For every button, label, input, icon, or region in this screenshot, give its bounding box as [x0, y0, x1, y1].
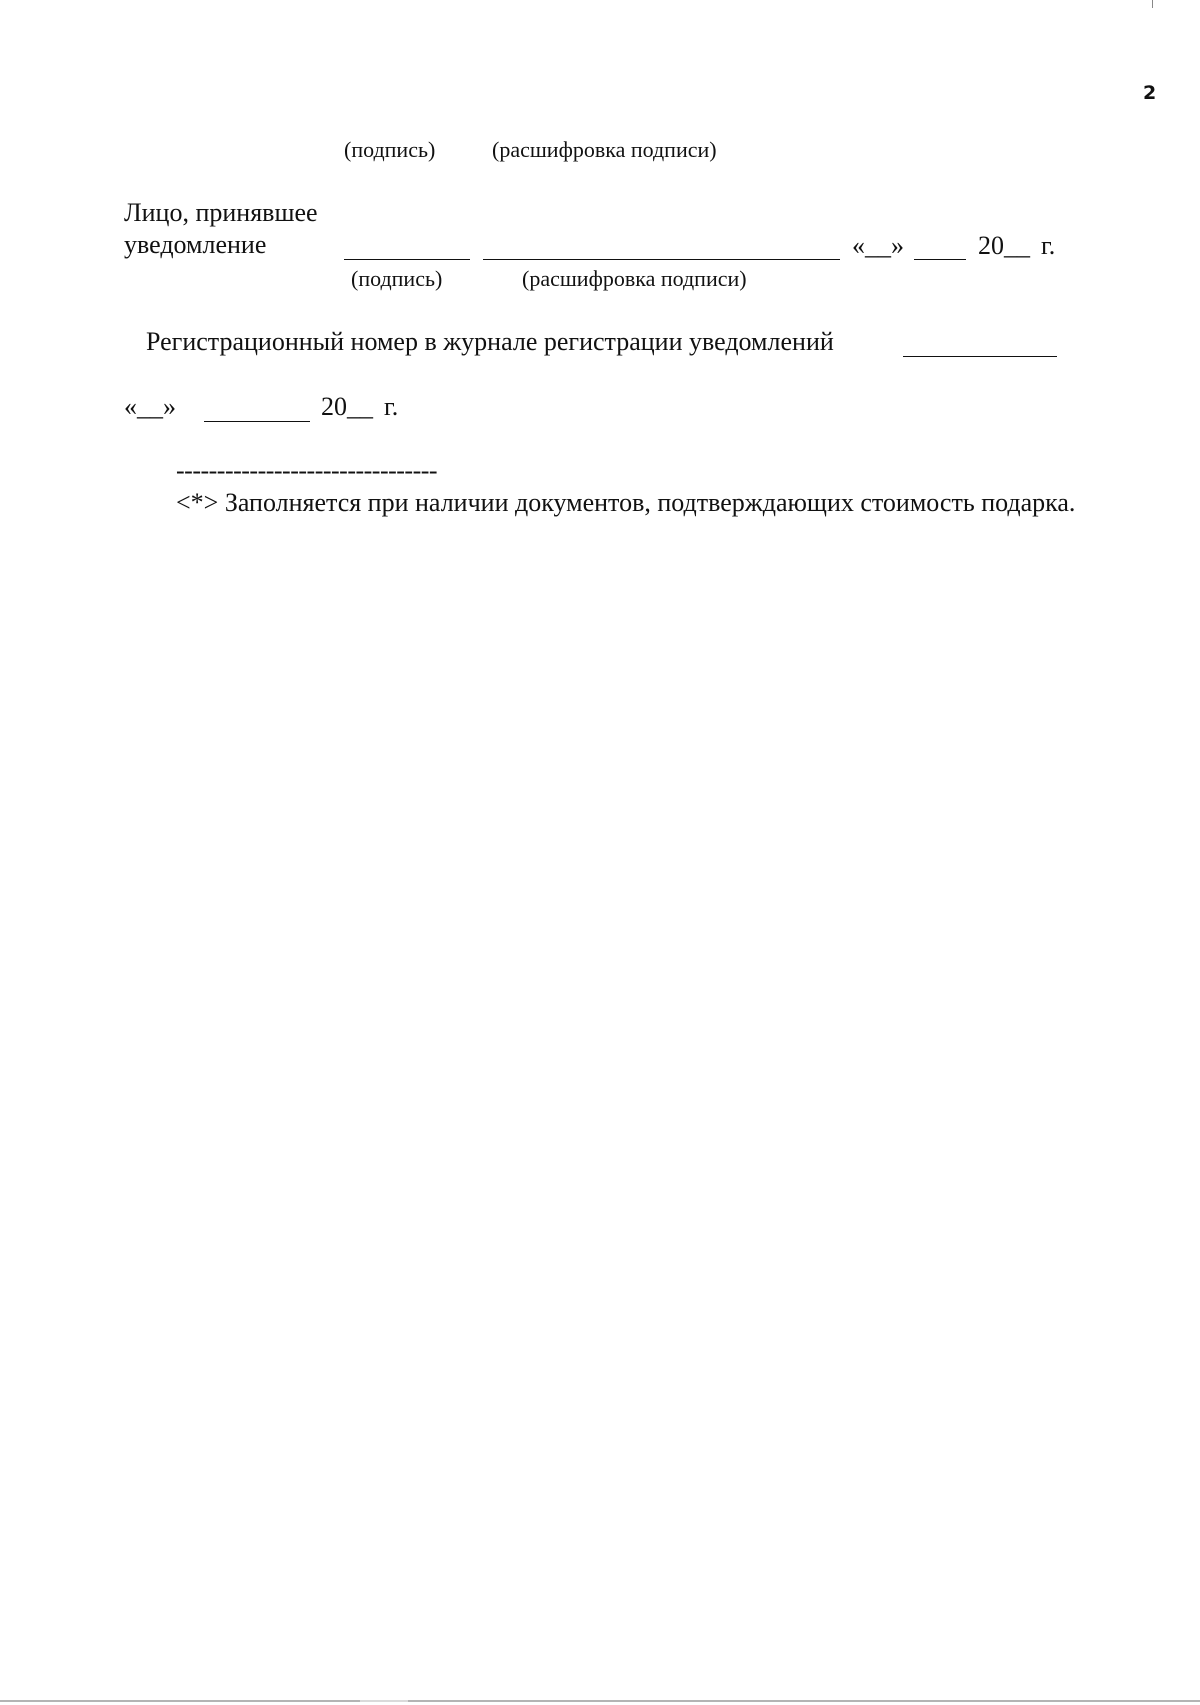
registration-label: Регистрационный номер в журнале регистрации уведомлений: [146, 327, 834, 356]
top-caption-decoding: (расшифровка подписи): [492, 137, 717, 162]
receiver-caption-decoding: (расшифровка подписи): [522, 266, 747, 291]
receiver-date-month-blank[interactable]: [914, 259, 966, 260]
footnote-separator: --------------------------------: [176, 456, 438, 485]
receiver-decoding-blank[interactable]: [483, 259, 840, 260]
receiver-label-line2: уведомление: [124, 230, 267, 259]
scan-bottom-rule: [0, 1700, 1200, 1702]
date-line-year: 20__: [321, 392, 373, 421]
registration-number-blank[interactable]: [903, 356, 1057, 357]
scan-edge-mark: [1152, 0, 1153, 8]
receiver-signature-blank[interactable]: [344, 259, 470, 260]
receiver-caption-signature: (подпись): [351, 266, 443, 291]
receiver-date-day: «__»: [852, 231, 904, 260]
footnote-text: <*> Заполняется при наличии документов, подтверждающих стоимость подарка.: [176, 488, 1076, 517]
date-line-year-suffix: г.: [384, 392, 399, 421]
top-caption-signature: (подпись): [344, 137, 436, 162]
receiver-date-year: 20__: [978, 231, 1030, 260]
page-number: 2: [1143, 82, 1157, 104]
date-line-month-blank[interactable]: [204, 421, 310, 422]
receiver-date-year-suffix: г.: [1041, 231, 1056, 260]
date-line-day: «__»: [124, 392, 176, 421]
receiver-label-line1: Лицо, принявшее: [124, 198, 318, 227]
